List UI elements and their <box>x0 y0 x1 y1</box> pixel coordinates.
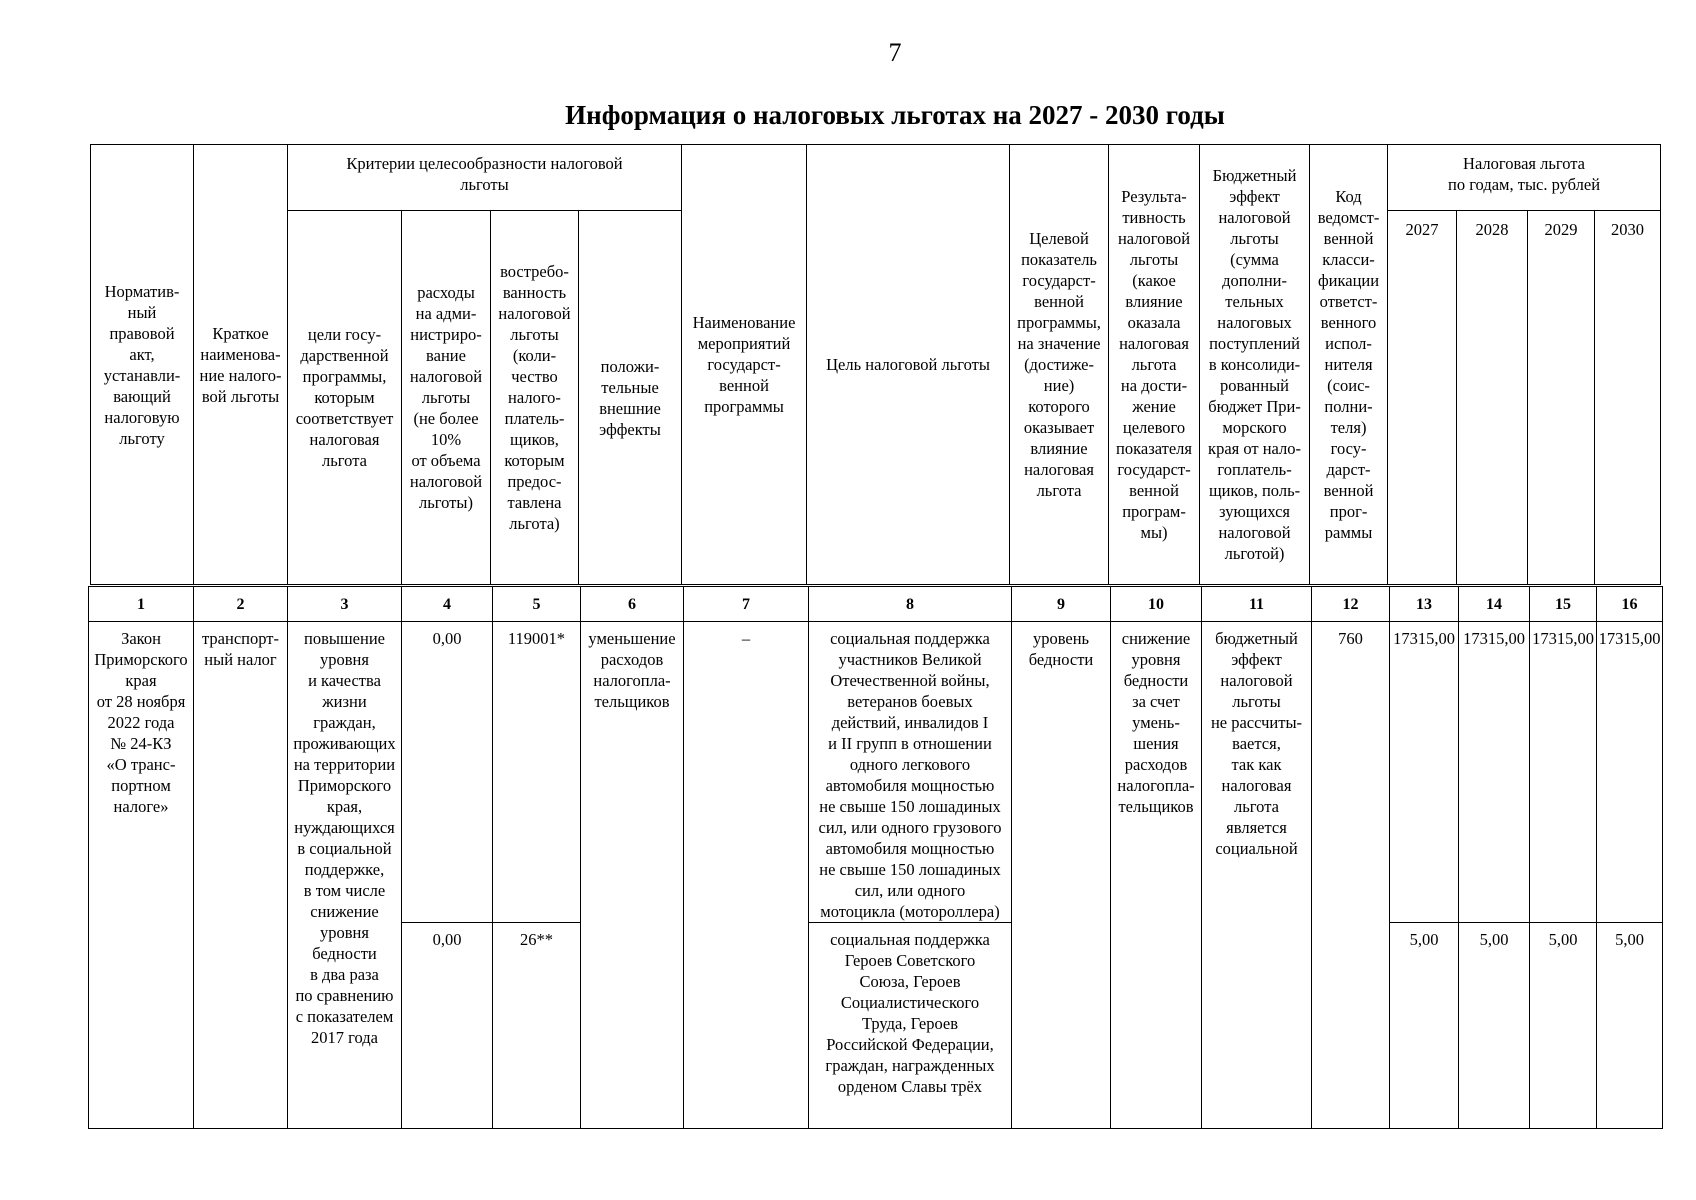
positive-effects-cell: уменьшение расходов налогопла- тельщиков <box>581 622 684 1129</box>
year-2028-cell: 17315,00 <box>1459 622 1530 923</box>
header-year-2029: 2029 <box>1528 211 1595 585</box>
data-table <box>88 586 1663 1129</box>
department-code-cell: 760 <box>1312 622 1390 1129</box>
budget-effect-cell: бюджетный эффект налоговой льготы не рассчиты- вается, так как налоговая льгота является социальной <box>1202 622 1312 1129</box>
header-department-code: Код ведомст- венной класси- фикации ответст- венного испол- нителя (соис- полни- теля) госу- дарст- венной прог- раммы <box>1310 145 1388 585</box>
column-number: 6 <box>581 587 684 622</box>
benefit-purpose-cell: социальная поддержка Героев Советского Союза, Героев Социалистического Труда, Героев Российской Федерации, граждан, награжденных орденом Славы трёх <box>809 923 1012 1129</box>
header-program-activities: Наименование мероприятий государст- венной программы <box>682 145 807 585</box>
column-number: 8 <box>809 587 1012 622</box>
page-number: 7 <box>888 38 902 67</box>
benefit-name-cell: транспорт- ный налог <box>194 622 288 1129</box>
header-criteria-group: Критерии целесообразности налоговой льготы <box>288 145 682 211</box>
program-goals-cell: повышение уровня и качества жизни граждан, проживающих на территории Приморского края, нуждающихся в социальной поддержке, в том числе снижение уровня бедности в два раза по сравнению с показателем 2017 года <box>288 622 402 1129</box>
column-number: 2 <box>194 587 288 622</box>
benefit-purpose-cell: социальная поддержка участников Великой Отечественной войны, ветеранов боевых действий, инвалидов I и II групп в отношении одного легкового автомобиля мощностью не свыше 150 лошадиных сил, или одного грузового автомобиля мощностью не свыше 150 лошадиных сил, или одного мотоцикла (мотороллера) <box>809 622 1012 923</box>
column-number: 7 <box>684 587 809 622</box>
year-2030-cell: 5,00 <box>1597 923 1663 1129</box>
legal-act-cell: Закон Приморского края от 28 ноября 2022 года № 24-КЗ «О транс- портном налоге» <box>89 622 194 1129</box>
header-program-goals: цели госу- дарственной программы, которым соответствует налоговая льгота <box>288 211 402 585</box>
admin-costs-cell: 0,00 <box>402 923 493 1129</box>
header-benefit-name: Краткое наименова- ние налого- вой льготы <box>194 145 288 585</box>
header-legal-act: Норматив- ный правовой акт, устанавли- вающий налоговую льготу <box>91 145 194 585</box>
effectiveness-cell: снижение уровня бедности за счет умень- шения расходов налогопла- тельщиков <box>1111 622 1202 1129</box>
column-number: 4 <box>402 587 493 622</box>
column-number-row <box>89 587 1663 622</box>
header-demand: востребо- ванность налоговой льготы (коли- чество налого- платель- щиков, которым предос- тавлена льгота) <box>491 211 579 585</box>
year-2029-cell: 5,00 <box>1530 923 1597 1129</box>
demand-cell: 26** <box>493 923 581 1129</box>
demand-cell: 119001* <box>493 622 581 923</box>
column-number: 13 <box>1390 587 1459 622</box>
column-number: 5 <box>493 587 581 622</box>
target-indicator-cell: уровень бедности <box>1012 622 1111 1129</box>
header-admin-costs: расходы на адми- нистриро- вание налоговой льготы (не более 10% от объема налоговой льготы) <box>402 211 491 585</box>
table-row <box>89 622 1663 923</box>
year-2030-cell: 17315,00 <box>1597 622 1663 923</box>
header-year-2027: 2027 <box>1388 211 1457 585</box>
column-number: 12 <box>1312 587 1390 622</box>
header-year-2030: 2030 <box>1595 211 1661 585</box>
document-title: Информация о налоговых льготах на 2027 - 2030 годы <box>565 100 1225 130</box>
column-number: 9 <box>1012 587 1111 622</box>
column-number: 1 <box>89 587 194 622</box>
header-effectiveness: Результа- тивность налоговой льготы (какое влияние оказала налоговая льгота на дости- жение целевого показателя государст- венной програм- мы) <box>1109 145 1200 585</box>
header-benefit-purpose: Цель налоговой льготы <box>807 145 1010 585</box>
column-number: 16 <box>1597 587 1663 622</box>
year-2027-cell: 17315,00 <box>1390 622 1459 923</box>
header-year-2028: 2028 <box>1457 211 1528 585</box>
column-number: 15 <box>1530 587 1597 622</box>
column-number: 14 <box>1459 587 1530 622</box>
year-2027-cell: 5,00 <box>1390 923 1459 1129</box>
year-2029-cell: 17315,00 <box>1530 622 1597 923</box>
header-budget-effect: Бюджетный эффект налоговой льготы (сумма дополни- тельных налоговых поступлений в консолиди- рованный бюджет При- морского края от нало- гоплатель- щиков, поль- зующихся налоговой льготой) <box>1200 145 1310 585</box>
admin-costs-cell: 0,00 <box>402 622 493 923</box>
header-table <box>90 144 1661 585</box>
header-years-group: Налоговая льгота по годам, тыс. рублей <box>1388 145 1661 211</box>
year-2028-cell: 5,00 <box>1459 923 1530 1129</box>
column-number: 10 <box>1111 587 1202 622</box>
header-positive-effects: положи- тельные внешние эффекты <box>579 211 682 585</box>
header-target-indicator: Целевой показатель государст- венной программы, на значение (достиже- ние) которого оказывает влияние налоговая льгота <box>1010 145 1109 585</box>
program-activities-cell: – <box>684 622 809 1129</box>
column-number: 3 <box>288 587 402 622</box>
column-number: 11 <box>1202 587 1312 622</box>
